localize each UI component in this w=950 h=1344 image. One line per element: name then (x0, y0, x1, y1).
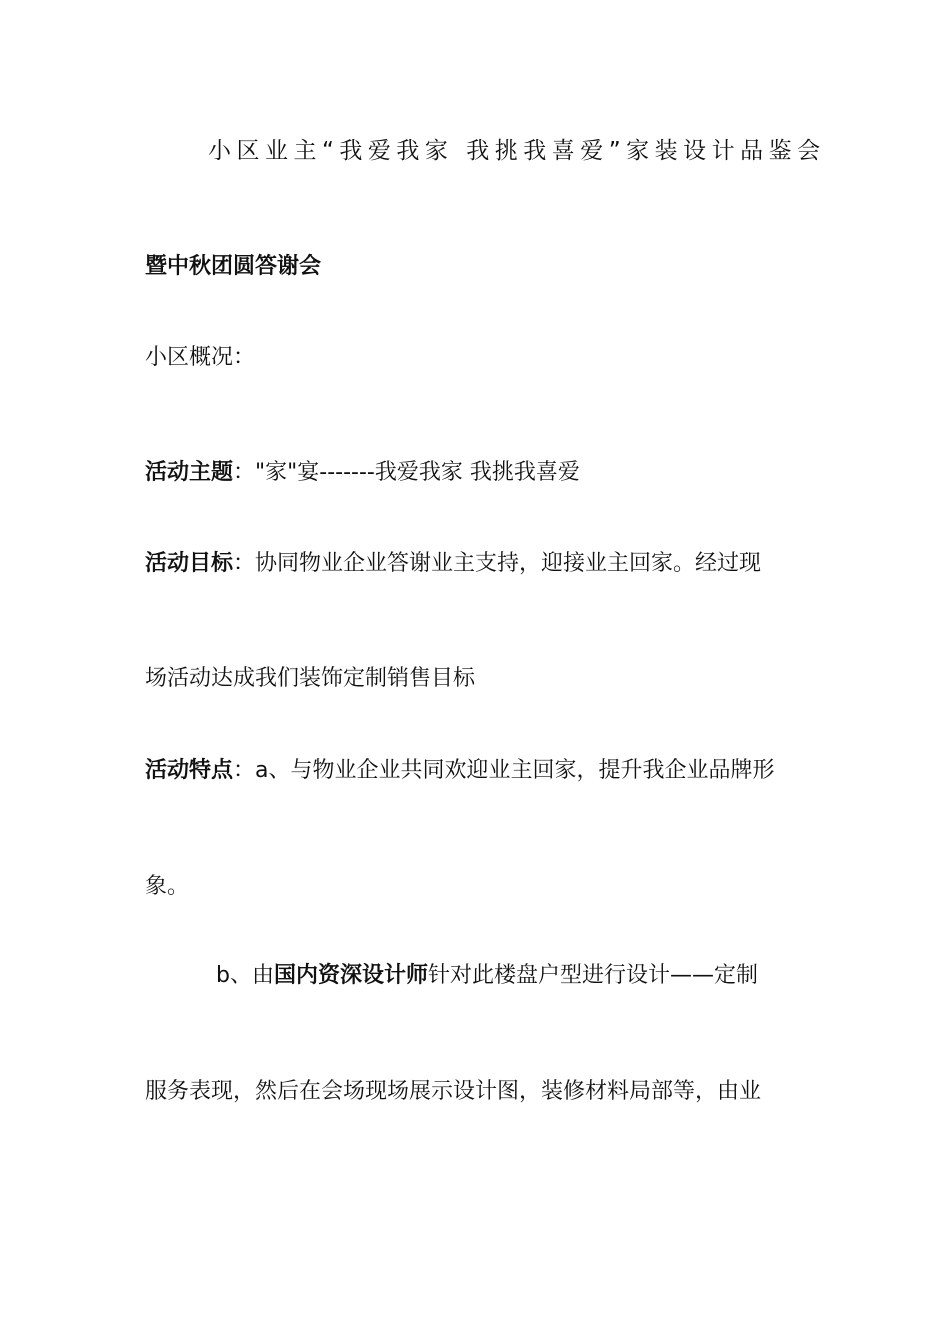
feature-b-prefix: b、由 (216, 963, 274, 988)
document-subtitle: 暨中秋团圆答谢会 (145, 254, 322, 279)
document-title: 小区业主“我爱我家 我挑我喜爱”家装设计品鉴会 (208, 138, 826, 164)
feature-b-paragraph (216, 961, 758, 991)
features-label: 活动特点 (145, 758, 234, 783)
theme-paragraph (145, 458, 580, 488)
theme-separator: ： (233, 460, 256, 485)
feature-a-continued: 象。 (145, 874, 190, 899)
feature-b-rest: 针对此楼盘户型进行设计——定制 (427, 963, 758, 988)
features-separator: ： (233, 758, 256, 783)
feature-b-bold: 国内资深设计师 (273, 963, 428, 988)
goal-text: 协同物业企业答谢业主支持，迎接业主回家。经过现 (255, 551, 762, 576)
goal-paragraph (145, 549, 761, 579)
theme-label: 活动主题 (145, 460, 234, 485)
features-paragraph (145, 756, 775, 786)
feature-a-text: a、与物业企业共同欢迎业主回家，提升我企业品牌形 (255, 758, 775, 783)
goal-label: 活动目标 (145, 551, 234, 576)
overview-label: 小区概况： (145, 345, 256, 370)
feature-b-continued: 服务表现，然后在会场现场展示设计图，装修材料局部等，由业 (145, 1079, 762, 1104)
goal-text-continued: 场活动达成我们装饰定制销售目标 (145, 666, 476, 691)
goal-separator: ： (233, 551, 256, 576)
theme-text: "家"宴-------我爱我家 我挑我喜爱 (255, 460, 580, 485)
